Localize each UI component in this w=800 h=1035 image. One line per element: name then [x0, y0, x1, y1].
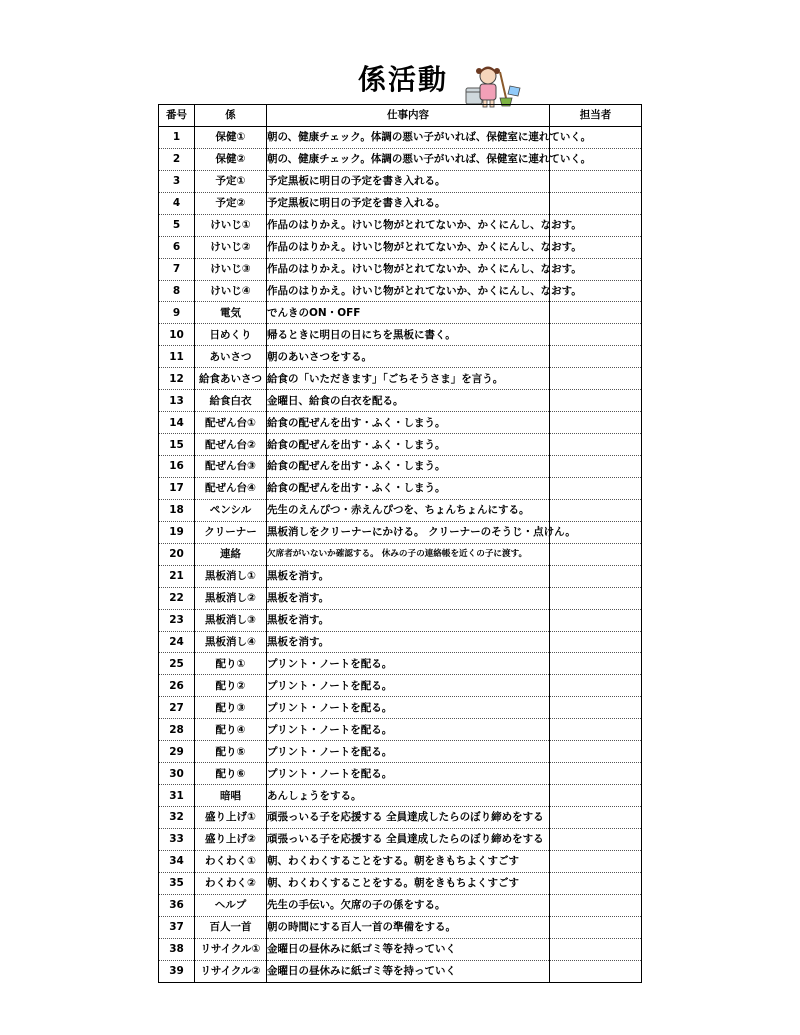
row-number: 1	[159, 126, 195, 148]
row-role: 配ぜん台③	[195, 456, 267, 478]
row-role: 配ぜん台④	[195, 477, 267, 499]
row-job: あんしょうをする。	[267, 785, 550, 807]
table-row	[159, 653, 642, 675]
row-person-field[interactable]	[550, 346, 642, 368]
row-job: プリント・ノートを配る。	[267, 697, 550, 719]
row-number: 9	[159, 302, 195, 324]
row-role: 暗唱	[195, 785, 267, 807]
row-number: 4	[159, 192, 195, 214]
row-role: 配り⑥	[195, 763, 267, 785]
row-job: 黒板消しをクリーナーにかける。 クリーナーのそうじ・点けん。	[267, 521, 550, 543]
row-job: 朝の、健康チェック。体調の悪い子がいれば、保健室に連れていく。	[267, 126, 550, 148]
row-role: 給食白衣	[195, 390, 267, 412]
row-role: 黒板消し④	[195, 631, 267, 653]
row-number: 38	[159, 938, 195, 960]
row-job: 朝の、健康チェック。体調の悪い子がいれば、保健室に連れていく。	[267, 148, 550, 170]
row-job: 金曜日、給食の白衣を配る。	[267, 390, 550, 412]
row-job: 黒板を消す。	[267, 609, 550, 631]
row-job: 朝のあいさつをする。	[267, 346, 550, 368]
row-role: 配り④	[195, 719, 267, 741]
row-job: 作品のはりかえ。けいじ物がとれてないか、かくにんし、なおす。	[267, 236, 550, 258]
row-person-field[interactable]	[550, 412, 642, 434]
row-role: 連絡	[195, 543, 267, 565]
row-role: 盛り上げ②	[195, 828, 267, 850]
header-job: 仕事内容	[267, 105, 550, 127]
row-role: 黒板消し②	[195, 587, 267, 609]
row-person-field[interactable]	[550, 916, 642, 938]
row-person-field[interactable]	[550, 763, 642, 785]
row-person-field[interactable]	[550, 872, 642, 894]
row-number: 11	[159, 346, 195, 368]
row-number: 36	[159, 894, 195, 916]
row-person-field[interactable]	[550, 675, 642, 697]
table-row	[159, 214, 642, 236]
table-row	[159, 499, 642, 521]
row-job: 作品のはりかえ。けいじ物がとれてないか、かくにんし、なおす。	[267, 258, 550, 280]
table-row	[159, 521, 642, 543]
table-row	[159, 456, 642, 478]
table-row	[159, 807, 642, 829]
row-number: 39	[159, 960, 195, 982]
row-number: 24	[159, 631, 195, 653]
row-job: 帰るときに明日の日にちを黒板に書く。	[267, 324, 550, 346]
row-number: 27	[159, 697, 195, 719]
row-job: プリント・ノートを配る。	[267, 653, 550, 675]
table-header-row	[159, 105, 642, 127]
table-row	[159, 894, 642, 916]
cleaning-girl-illustration	[462, 62, 522, 110]
row-role: 配ぜん台①	[195, 412, 267, 434]
title-area	[0, 62, 800, 102]
row-number: 32	[159, 807, 195, 829]
row-person-field[interactable]	[550, 368, 642, 390]
row-number: 7	[159, 258, 195, 280]
row-job: 頑張っいる子を応援する 全員達成したらのぼり締めをする	[267, 828, 550, 850]
row-number: 37	[159, 916, 195, 938]
row-job: プリント・ノートを配る。	[267, 763, 550, 785]
table-row	[159, 368, 642, 390]
table-row	[159, 390, 642, 412]
row-number: 16	[159, 456, 195, 478]
row-job: 黒板を消す。	[267, 631, 550, 653]
row-job: 給食の配ぜんを出す・ふく・しまう。	[267, 477, 550, 499]
table-row	[159, 609, 642, 631]
table-row	[159, 631, 642, 653]
row-person-field[interactable]	[550, 741, 642, 763]
table-row	[159, 741, 642, 763]
row-job: 朝の時間にする百人一首の準備をする。	[267, 916, 550, 938]
row-role: 日めくり	[195, 324, 267, 346]
row-role: 配ぜん台②	[195, 434, 267, 456]
row-job: 給食の配ぜんを出す・ふく・しまう。	[267, 456, 550, 478]
row-job: 先生のえんぴつ・赤えんぴつを、ちょんちょんにする。	[267, 499, 550, 521]
row-number: 25	[159, 653, 195, 675]
row-role: けいじ②	[195, 236, 267, 258]
row-role: 盛り上げ①	[195, 807, 267, 829]
row-role: わくわく①	[195, 850, 267, 872]
row-role: リサイクル②	[195, 960, 267, 982]
table-row	[159, 280, 642, 302]
row-job: プリント・ノートを配る。	[267, 719, 550, 741]
table-row	[159, 960, 642, 982]
table-row	[159, 587, 642, 609]
row-role: 配り②	[195, 675, 267, 697]
row-role: ペンシル	[195, 499, 267, 521]
row-number: 22	[159, 587, 195, 609]
row-number: 3	[159, 170, 195, 192]
header-role: 係	[195, 105, 267, 127]
row-number: 33	[159, 828, 195, 850]
row-role: 配り⑤	[195, 741, 267, 763]
row-role: 配り①	[195, 653, 267, 675]
row-number: 17	[159, 477, 195, 499]
row-number: 35	[159, 872, 195, 894]
row-person-field[interactable]	[550, 719, 642, 741]
table-row	[159, 192, 642, 214]
row-person-field[interactable]	[550, 894, 642, 916]
header-number: 番号	[159, 105, 195, 127]
row-person-field[interactable]	[550, 324, 642, 346]
row-role: 予定①	[195, 170, 267, 192]
row-job: 先生の手伝い。欠席の子の係をする。	[267, 894, 550, 916]
row-person-field[interactable]	[550, 938, 642, 960]
row-number: 15	[159, 434, 195, 456]
table-row	[159, 916, 642, 938]
row-number: 5	[159, 214, 195, 236]
row-role: けいじ③	[195, 258, 267, 280]
table-row	[159, 324, 642, 346]
row-role: 給食あいさつ	[195, 368, 267, 390]
row-role: 電気	[195, 302, 267, 324]
header-person: 担当者	[550, 105, 642, 127]
row-role: 黒板消し①	[195, 565, 267, 587]
row-job: 頑張っいる子を応援する 全員達成したらのぼり締めをする	[267, 807, 550, 829]
row-role: クリーナー	[195, 521, 267, 543]
table-row	[159, 719, 642, 741]
row-person-field[interactable]	[550, 477, 642, 499]
row-job: 金曜日の昼休みに紙ゴミ等を持っていく	[267, 960, 550, 982]
row-person-field[interactable]	[550, 960, 642, 982]
row-person-field[interactable]	[550, 543, 642, 565]
row-role: 配り③	[195, 697, 267, 719]
row-number: 34	[159, 850, 195, 872]
row-number: 23	[159, 609, 195, 631]
row-person-field[interactable]	[550, 434, 642, 456]
row-role: リサイクル①	[195, 938, 267, 960]
duty-table	[158, 104, 642, 983]
table-row	[159, 675, 642, 697]
row-person-field[interactable]	[550, 192, 642, 214]
row-person-field[interactable]	[550, 631, 642, 653]
row-number: 20	[159, 543, 195, 565]
row-job: 給食の配ぜんを出す・ふく・しまう。	[267, 412, 550, 434]
row-number: 8	[159, 280, 195, 302]
row-number: 6	[159, 236, 195, 258]
table-row	[159, 302, 642, 324]
row-number: 18	[159, 499, 195, 521]
row-number: 13	[159, 390, 195, 412]
table-row	[159, 412, 642, 434]
row-person-field[interactable]	[550, 456, 642, 478]
table-row	[159, 938, 642, 960]
row-job: プリント・ノートを配る。	[267, 741, 550, 763]
row-role: あいさつ	[195, 346, 267, 368]
row-job: 予定黒板に明日の予定を書き入れる。	[267, 192, 550, 214]
row-job: 黒板を消す。	[267, 565, 550, 587]
table-row	[159, 258, 642, 280]
row-person-field[interactable]	[550, 807, 642, 829]
table-row	[159, 170, 642, 192]
table-row	[159, 434, 642, 456]
row-job: 予定黒板に明日の予定を書き入れる。	[267, 170, 550, 192]
row-job: 黒板を消す。	[267, 587, 550, 609]
row-job: 金曜日の昼休みに紙ゴミ等を持っていく	[267, 938, 550, 960]
row-person-field[interactable]	[550, 565, 642, 587]
row-number: 29	[159, 741, 195, 763]
table-row	[159, 763, 642, 785]
row-job: 朝、わくわくすることをする。朝をきもちよくすごす	[267, 850, 550, 872]
row-person-field[interactable]	[550, 653, 642, 675]
table-row	[159, 346, 642, 368]
table-row	[159, 828, 642, 850]
row-role: けいじ④	[195, 280, 267, 302]
row-person-field[interactable]	[550, 587, 642, 609]
row-role: 保健①	[195, 126, 267, 148]
row-number: 21	[159, 565, 195, 587]
table-row	[159, 126, 642, 148]
row-number: 28	[159, 719, 195, 741]
table-row	[159, 543, 642, 565]
row-number: 30	[159, 763, 195, 785]
row-number: 19	[159, 521, 195, 543]
row-number: 14	[159, 412, 195, 434]
row-job: 作品のはりかえ。けいじ物がとれてないか、かくにんし、なおす。	[267, 214, 550, 236]
row-role: 百人一首	[195, 916, 267, 938]
row-person-field[interactable]	[550, 697, 642, 719]
row-number: 12	[159, 368, 195, 390]
row-number: 2	[159, 148, 195, 170]
table-row	[159, 697, 642, 719]
row-person-field[interactable]	[550, 390, 642, 412]
row-role: けいじ①	[195, 214, 267, 236]
table-row	[159, 148, 642, 170]
page-title: 係活動	[358, 63, 449, 96]
table-row	[159, 236, 642, 258]
row-job: 朝、わくわくすることをする。朝をきもちよくすごす	[267, 872, 550, 894]
row-job: 作品のはりかえ。けいじ物がとれてないか、かくにんし、なおす。	[267, 280, 550, 302]
row-number: 10	[159, 324, 195, 346]
row-role: わくわく②	[195, 872, 267, 894]
row-person-field[interactable]	[550, 170, 642, 192]
row-person-field[interactable]	[550, 785, 642, 807]
row-number: 26	[159, 675, 195, 697]
row-job: 給食の「いただきます」「ごちそうさま」を言う。	[267, 368, 550, 390]
row-job: 欠席者がいないか確認する。 休みの子の連絡帳を近くの子に渡す。	[267, 543, 550, 565]
row-role: 保健②	[195, 148, 267, 170]
row-role: 予定②	[195, 192, 267, 214]
table-row	[159, 477, 642, 499]
row-person-field[interactable]	[550, 302, 642, 324]
row-job: プリント・ノートを配る。	[267, 675, 550, 697]
row-person-field[interactable]	[550, 499, 642, 521]
row-person-field[interactable]	[550, 850, 642, 872]
table-row	[159, 872, 642, 894]
row-person-field[interactable]	[550, 609, 642, 631]
table-row	[159, 850, 642, 872]
row-person-field[interactable]	[550, 828, 642, 850]
row-job: 給食の配ぜんを出す・ふく・しまう。	[267, 434, 550, 456]
table-row	[159, 565, 642, 587]
table-row	[159, 785, 642, 807]
row-number: 31	[159, 785, 195, 807]
row-role: ヘルプ	[195, 894, 267, 916]
row-job: でんきのON・OFF	[267, 302, 550, 324]
row-role: 黒板消し③	[195, 609, 267, 631]
